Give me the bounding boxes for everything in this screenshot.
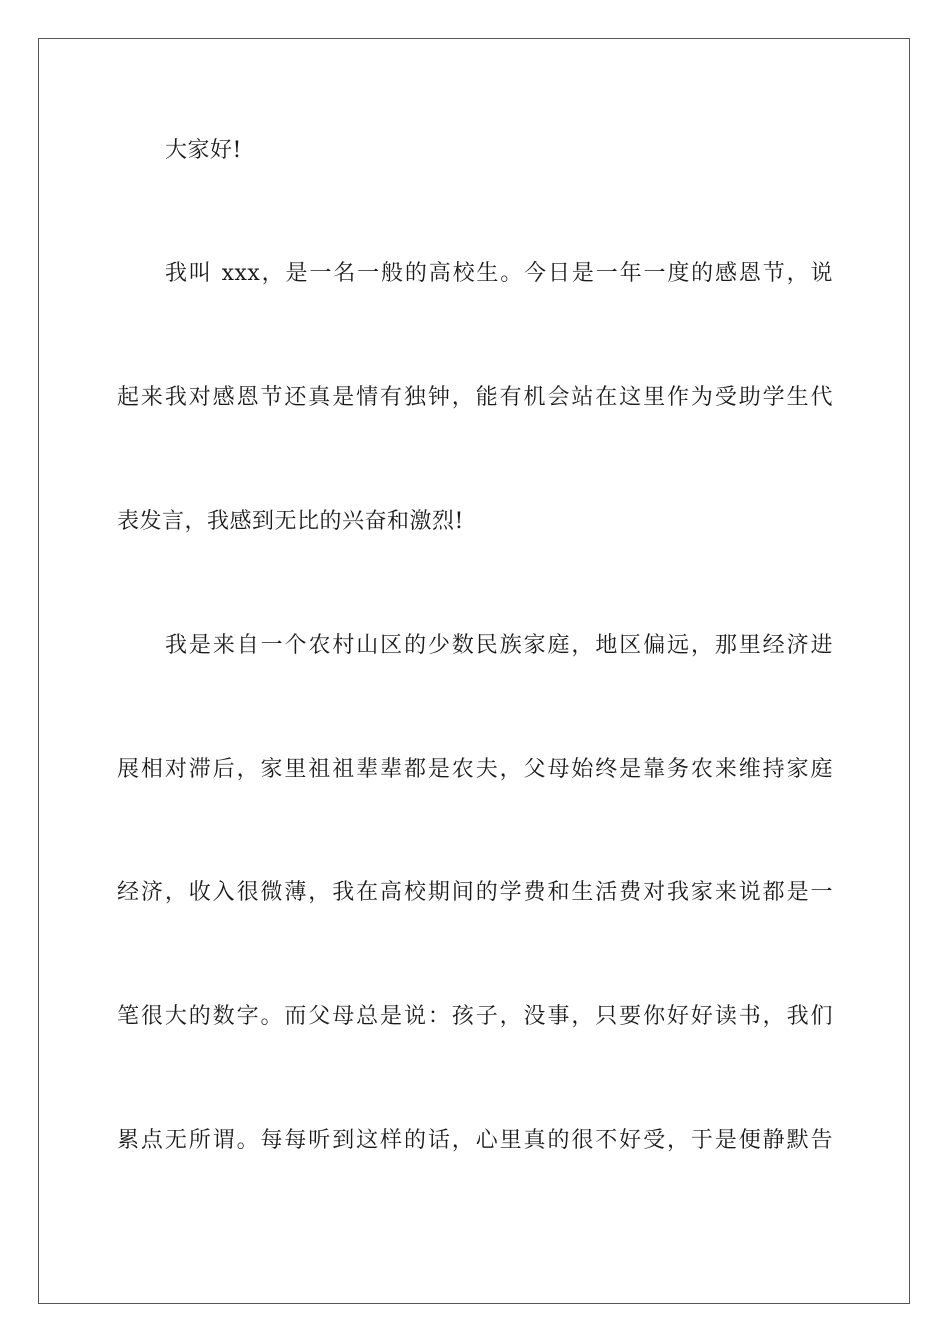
paragraph-1-line-1: 我叫 xxx，是一名一般的高校生。今日是一年一度的感恩节，说 [165,261,833,286]
paragraph-2-line-2: 展相对滞后，家里祖祖辈辈都是农夫，父母始终是靠务农来维持家庭 [117,757,833,782]
paragraph-2-line-3: 经济，收入很微薄，我在高校期间的学费和生活费对我家来说都是一 [117,880,833,905]
paragraph-1-line-3: 表发言，我感到无比的兴奋和激烈! [117,509,464,534]
page-border [38,38,910,1304]
paragraph-2-line-1: 我是来自一个农村山区的少数民族家庭，地区偏远，那里经济进 [165,633,833,658]
greeting-line: 大家好! [165,138,242,163]
paragraph-1-line-2: 起来我对感恩节还真是情有独钟，能有机会站在这里作为受助学生代 [117,385,833,410]
paragraph-2-line-5: 累点无所谓。每每听到这样的话，心里真的很不好受，于是便静默告 [117,1128,833,1153]
paragraph-2-line-4: 笔很大的数字。而父母总是说：孩子，没事，只要你好好读书，我们 [117,1004,833,1029]
